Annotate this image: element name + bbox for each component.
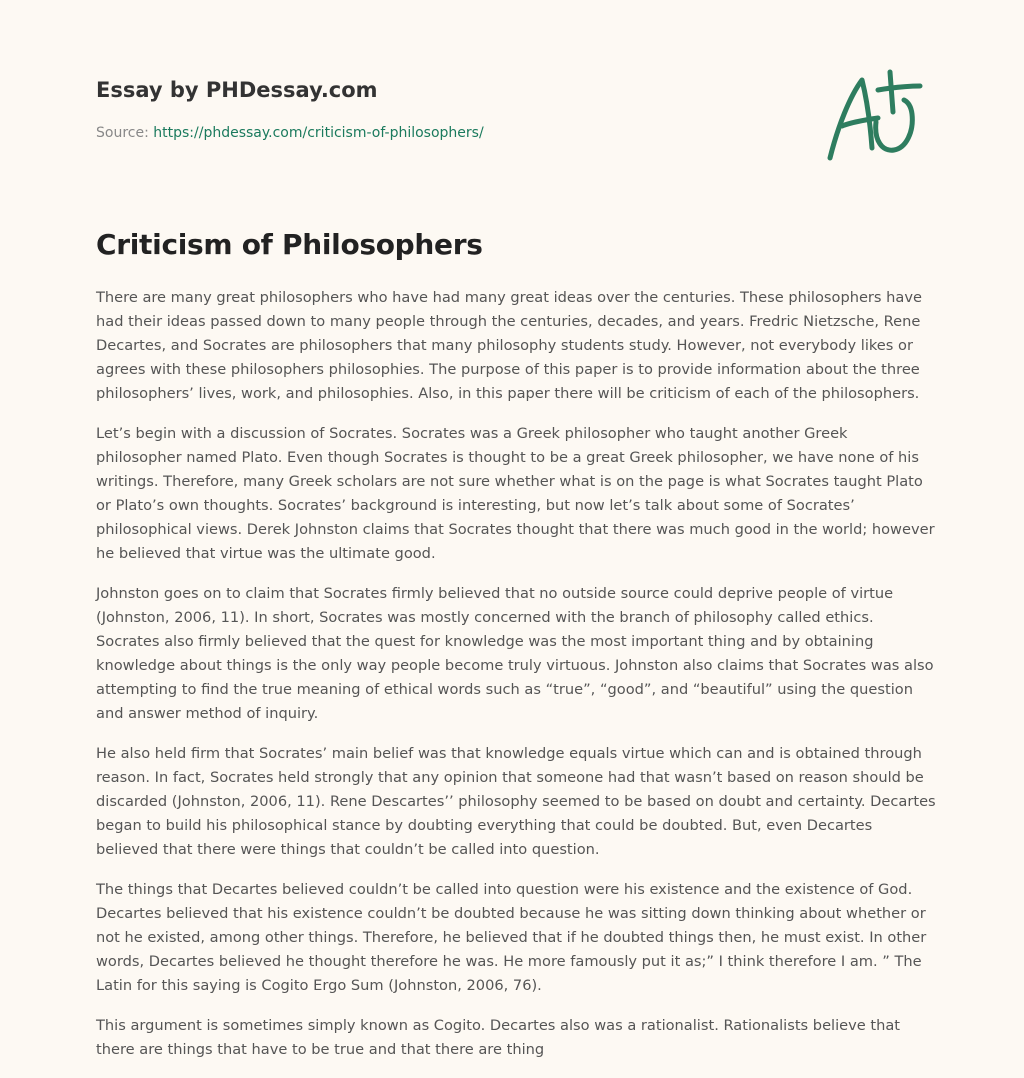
essay-header — [96, 76, 936, 142]
essay-body — [96, 286, 936, 1078]
source-link[interactable]: https://phdessay.com/criticism-of-philosophers/ — [153, 125, 484, 141]
essay-paragraph: The things that Decartes believed couldn’t be called into question were his existence and the existence of God. Decartes believed that his existence couldn’t be doubted because he was sitting down thinking about whether or not he existed, among other things. Therefore, he believed that if he doubted things then, he must exist. In other words, Decartes believed he thought therefore he was. He more famously put it as;” I think therefore I am. ” The Latin for this saying is Cogito Ergo Sum (Johnston, 2006, 76). — [96, 881, 927, 994]
a-plus-logo-icon — [820, 66, 930, 170]
source-label: Source: — [96, 125, 154, 141]
essay-paragraph: There are many great philosophers who have had many great ideas over the centuries. These philosophers have had their ideas passed down to many people through the centuries, decades, and years. Fredric Nietzsche, Rene Decartes, and Socrates are philosophers that many philosophy students study. However, not everybody likes or agrees with these philosophers philosophies. The purpose of this paper is to provide information about the three philosophers’ lives, work, and philosophies. Also, in this paper there will be criticism of each of the philosophers. — [96, 289, 922, 402]
site-brand: Essay by PHDessay.com — [96, 78, 378, 102]
essay-paragraph: He also held firm that Socrates’ main belief was that knowledge equals virtue which can and is obtained through reason. In fact, Socrates held strongly that any opinion that someone had that wasn’t based on reason should be discarded (Johnston, 2006, 11). Rene Descartes’’ philosophy seemed to be based on doubt and certainty. Decartes began to build his philosophical stance by doubting everything that could be doubted. But, even Decartes believed that there were things that couldn’t be called into question. — [96, 745, 936, 858]
essay-paragraph: This argument is sometimes simply known as Cogito. Decartes also was a rationalist. Rationalists believe that there are things that have to be true and that there are thing — [96, 1017, 901, 1058]
source-line — [96, 124, 936, 142]
essay-title: Criticism of Philosophers — [96, 228, 483, 261]
essay-paragraph: Let’s begin with a discussion of Socrates. Socrates was a Greek philosopher who taught another Greek philosopher named Plato. Even though Socrates is thought to be a great Greek philosopher, we have none of his writings. Therefore, many Greek scholars are not sure whether what is on the page is what Socrates taught Plato or Plato’s own thoughts. Socrates’ background is interesting, but now let’s talk about some of Socrates’ philosophical views. Derek Johnston claims that Socrates thought that there was much good in the world; however he believed that virtue was the ultimate good. — [96, 425, 935, 562]
essay-paragraph: Johnston goes on to claim that Socrates firmly believed that no outside source could deprive people of virtue (Johnston, 2006, 11). In short, Socrates was mostly concerned with the branch of philosophy called ethics. Socrates also firmly believed that the quest for knowledge was the most important thing and by obtaining knowledge about things is the only way people become truly virtuous. Johnston also claims that Socrates was also attempting to find the true meaning of ethical words such as “true”, “good”, and “beautiful” using the question and answer method of inquiry. — [96, 585, 934, 722]
